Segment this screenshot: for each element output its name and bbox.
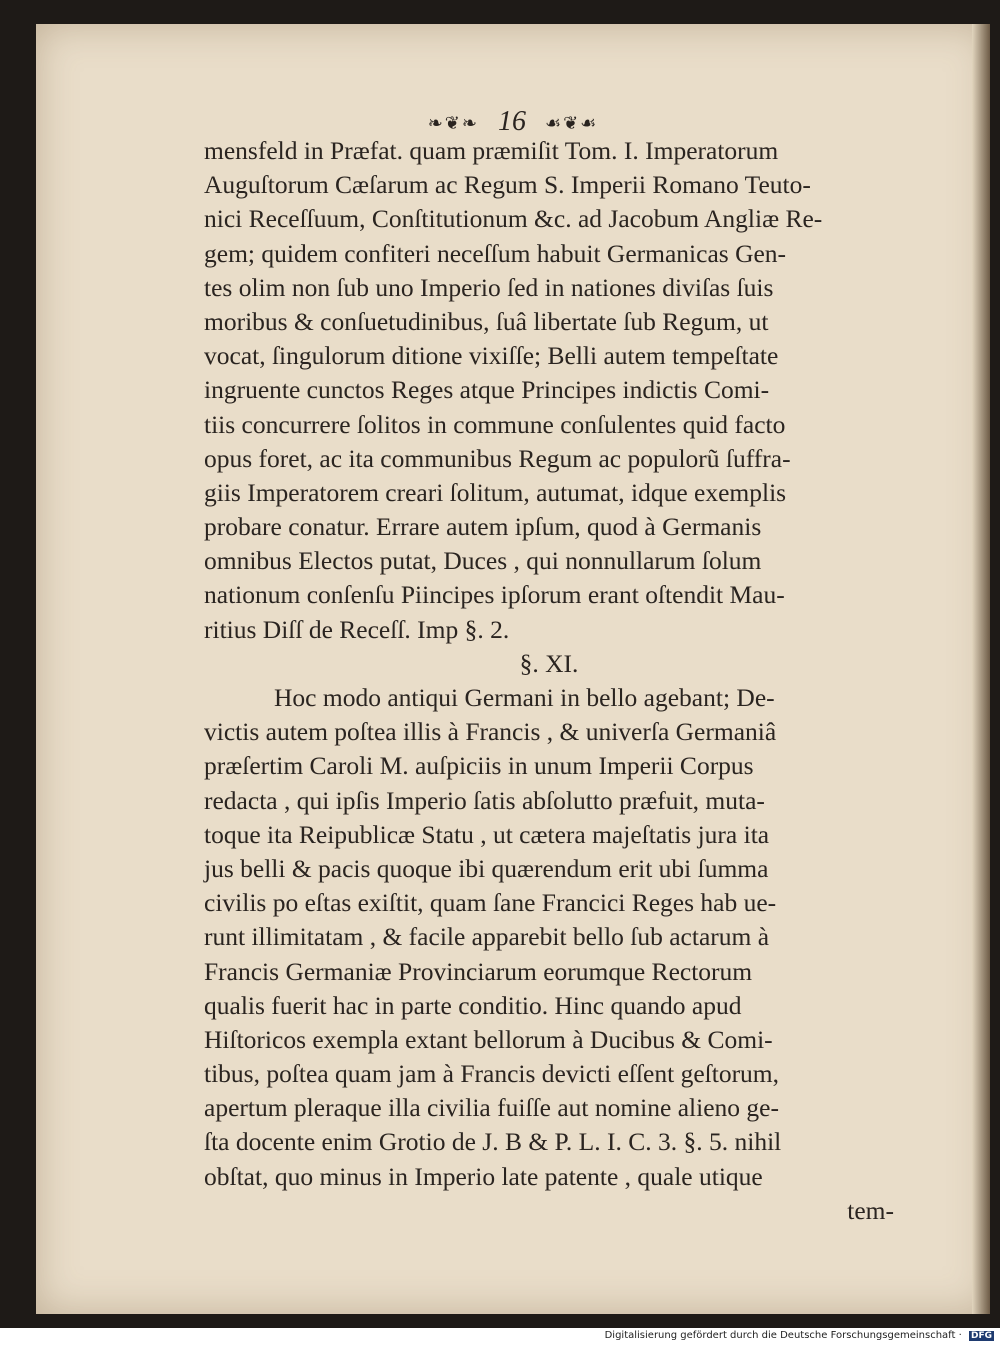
- section-heading: §. XI.: [519, 648, 579, 678]
- text-line: ritius Diſſ de Receſſ. Imp §. 2.: [204, 614, 510, 644]
- text-line: vocat, ſingulorum ditione vixiſſe; Belli autem tempeſtate: [204, 341, 779, 371]
- ornament-left-icon: ❧❦❧: [427, 113, 479, 134]
- text-line: ſta docente enim Grotio de J. B & P. L. I. C. 3. §. 5. nihil: [204, 1127, 782, 1157]
- text-line: tibus, poſtea quam jam à Francis devicti eſſent geſtorum,: [204, 1059, 780, 1089]
- text-line: ingruente cunctos Reges atque Principes indictis Comi-: [204, 375, 770, 405]
- text-line: opus foret, ac ita communibus Regum ac populorũ ſuffra-: [204, 443, 791, 473]
- text-line: civilis po eſtas exiſtit, quam ſane Francici Reges hab ue-: [204, 888, 777, 918]
- footer-text: Digitalisierung gefördert durch die Deutsche Forschungsgemeinschaft ·: [604, 1330, 962, 1341]
- text-line: victis autem poſtea illis à Francis , & univerſa Germaniâ: [204, 717, 777, 747]
- text-line: nationum conſenſu Piincipes ipſorum erant oſtendit Mau-: [204, 580, 785, 610]
- text-line: toque ita Reipublicæ Statu , ut cætera majeſtatis jura ita: [204, 819, 770, 849]
- page-spine-edge: [972, 24, 990, 1314]
- text-line: runt illimitatam , & facile apparebit bello ſub actarum à: [204, 922, 770, 952]
- text-line: obſtat, quo minus in Imperio late patente , quale utique: [204, 1161, 763, 1191]
- text-line: Auguſtorum Cæſarum ac Regum S. Imperii Romano Teuto-: [204, 170, 811, 200]
- text-line: apertum pleraque illa civilia fuiſſe aut nomine alieno ge-: [204, 1093, 779, 1123]
- text-line: omnibus Electos putat, Duces , qui nonnullarum ſolum: [204, 546, 762, 576]
- page-number: 16: [497, 106, 526, 137]
- footer-credit: [0, 1330, 994, 1341]
- dfg-logo[interactable]: DFG: [970, 1331, 992, 1341]
- body-text: [204, 134, 894, 1228]
- text-line: tes olim non ſub uno Imperio ſed in nationes diviſas ſuis: [204, 272, 774, 302]
- text-line: præſertim Caroli M. auſpiciis in unum Imperii Corpus: [204, 751, 754, 781]
- text-line: gem; quidem confiteri neceſſum habuit Germanicas Gen-: [204, 238, 787, 268]
- text-line: Hoc modo antiqui Germani in bello agebant; De-: [274, 683, 775, 712]
- text-line: Francis Germaniæ Provinciarum eorumque Rectorum: [204, 956, 753, 986]
- text-line: nici Receſſuum, Conſtitutionum &c. ad Jacobum Angliæ Re-: [204, 204, 823, 234]
- text-line: qualis fuerit hac in parte conditio. Hinc quando apud: [204, 990, 742, 1020]
- text-line: giis Imperatorem creari ſolitum, autumat, idque exemplis: [204, 477, 787, 507]
- text-line: tiis concurrere ſolitos in commune conſulentes quid facto: [204, 409, 786, 439]
- catchword: tem-: [847, 1195, 894, 1225]
- text-line: moribus & conſuetudinibus, ſuâ libertate ſub Regum, ut: [204, 306, 769, 336]
- ornament-right-icon: ☙❦☙: [544, 113, 599, 134]
- text-line: probare conatur. Errare autem ipſum, quod à Germanis: [204, 512, 762, 542]
- text-line: Hiſtoricos exempla extant bellorum à Ducibus & Comi-: [204, 1024, 773, 1054]
- text-line: mensfeld in Præfat. quam præmiſit Tom. I. Imperatorum: [204, 136, 779, 165]
- text-line: redacta , qui ipſis Imperio ſatis abſolutto præfuit, muta-: [204, 785, 765, 815]
- text-line: jus belli & pacis quoque ibi quærendum erit ubi ſumma: [204, 853, 769, 883]
